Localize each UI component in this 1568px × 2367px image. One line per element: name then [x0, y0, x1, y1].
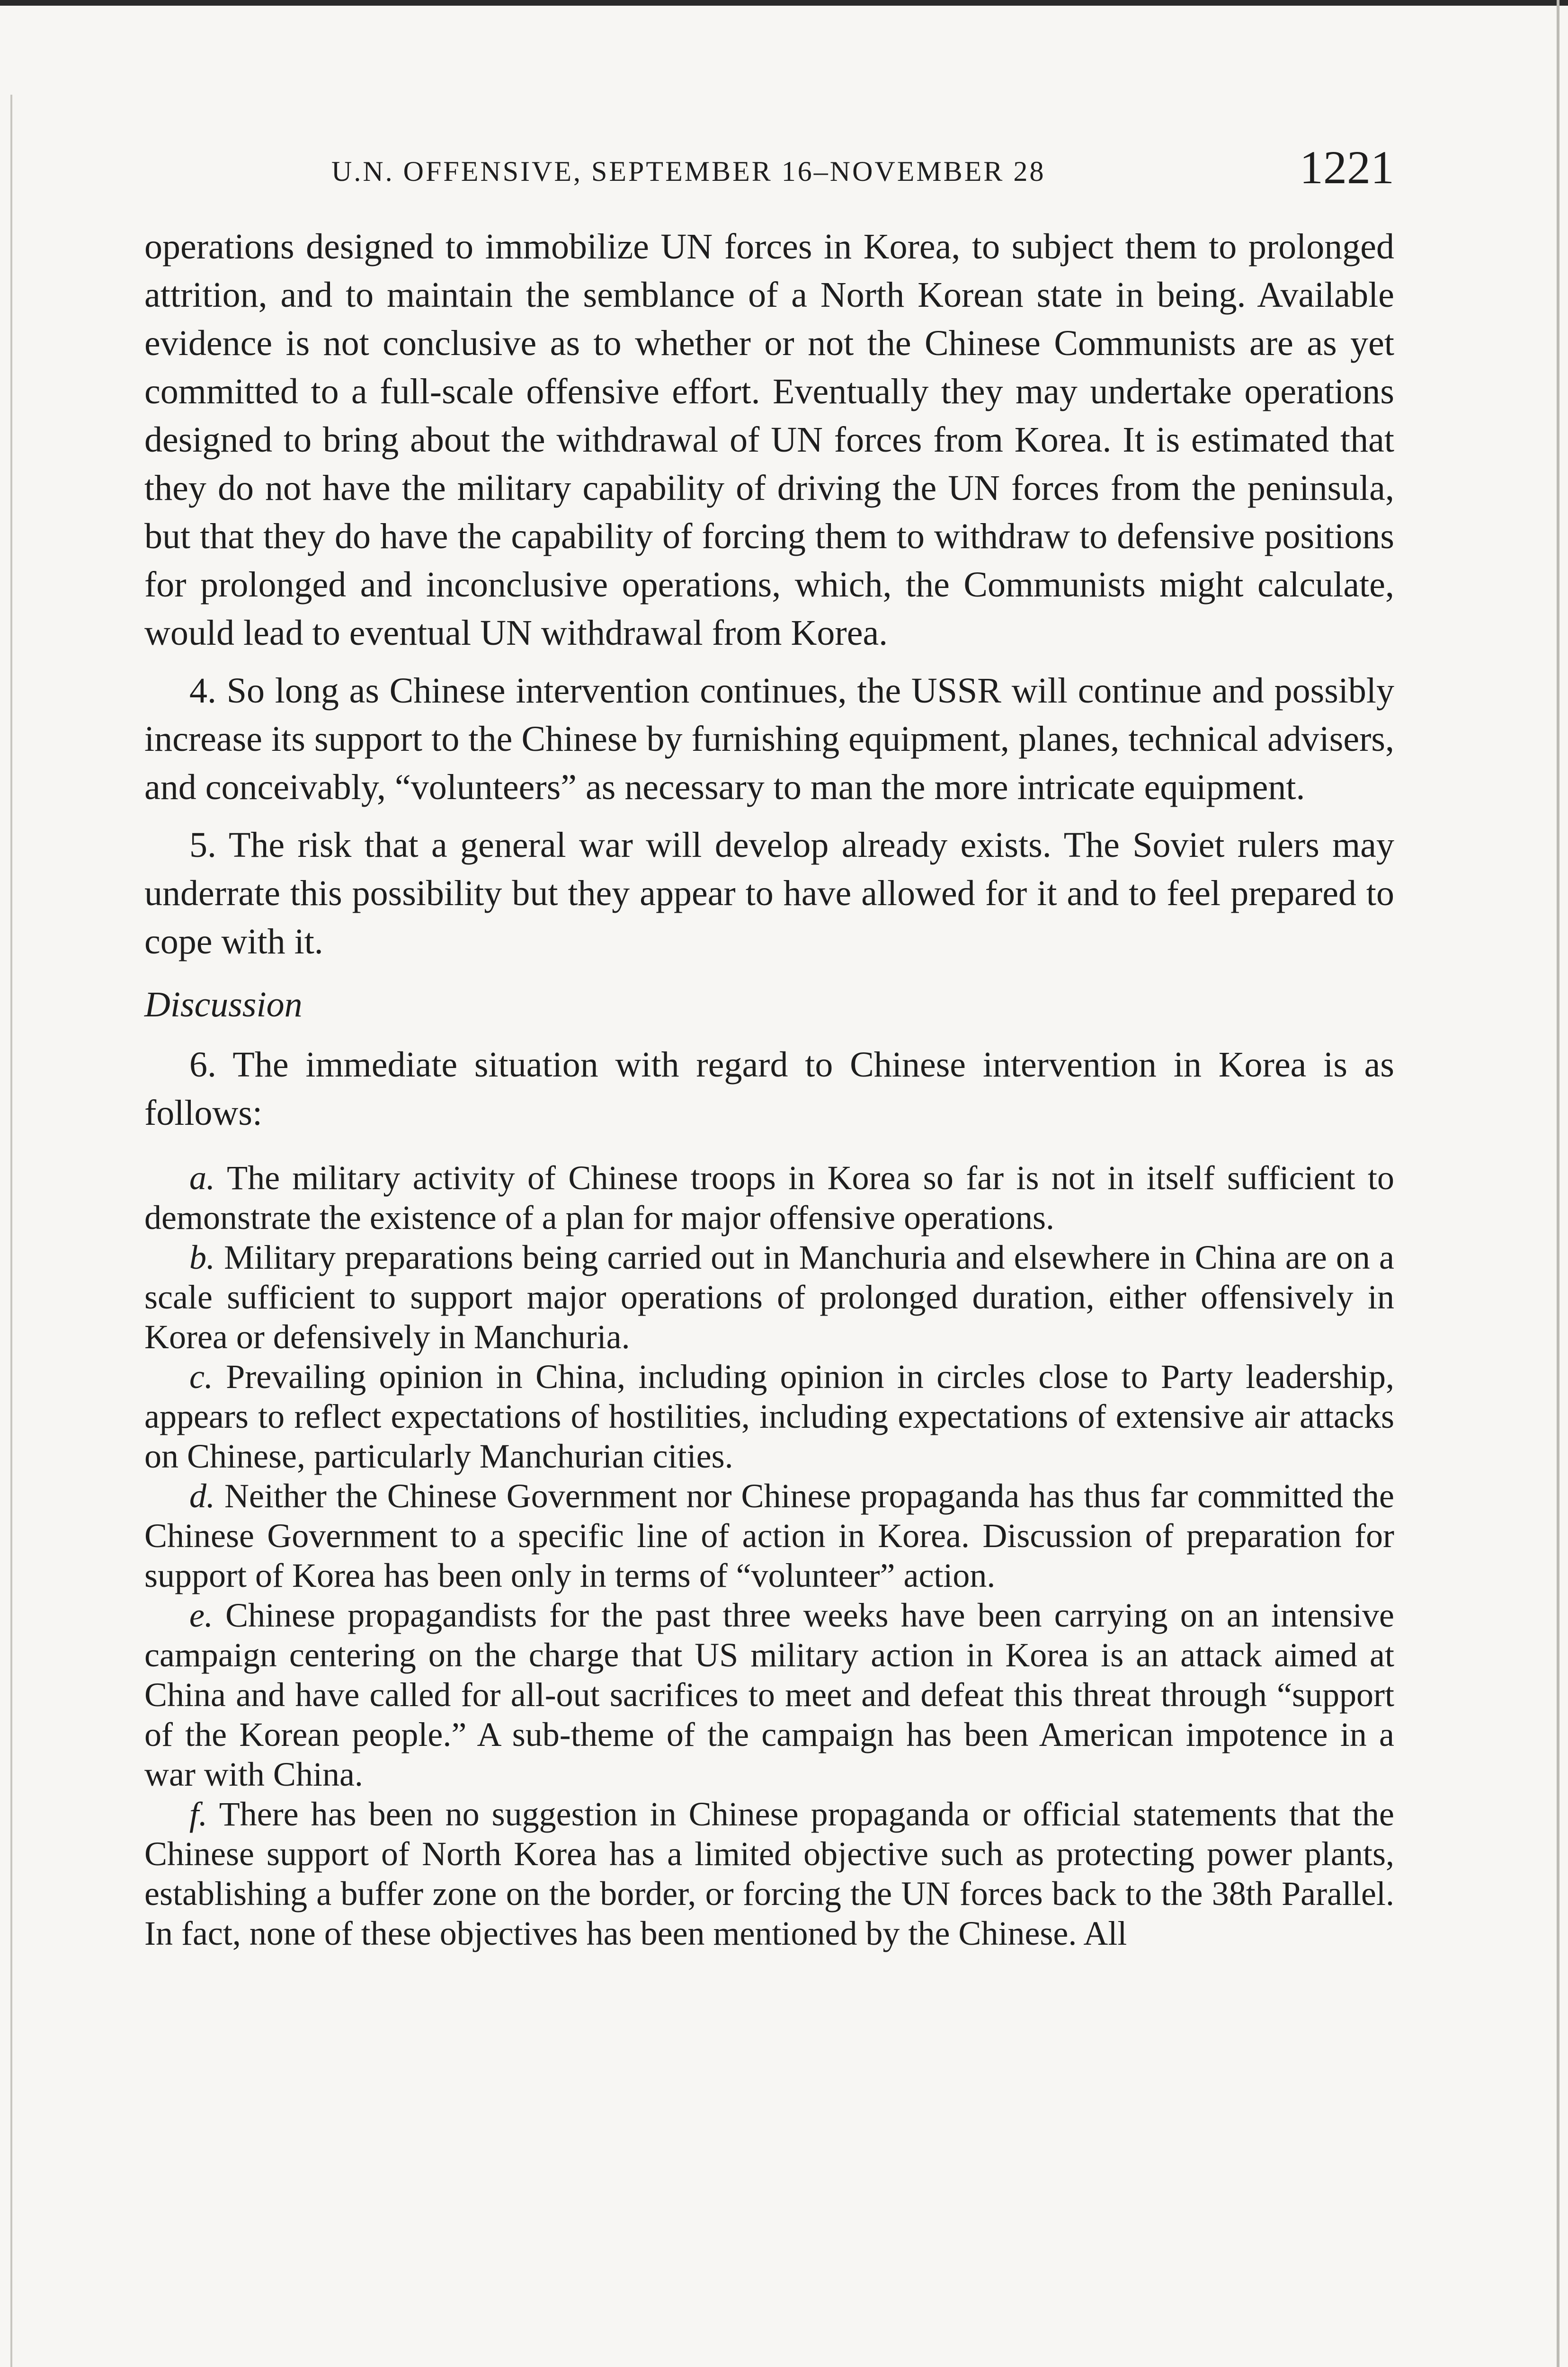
list-item-label: a.	[189, 1159, 215, 1197]
page-top-border	[0, 0, 1568, 6]
page-header	[144, 137, 1394, 194]
list-item-c	[144, 1357, 1394, 1476]
page-right-edge	[1557, 0, 1559, 2367]
list-item-text: The military activity of Chinese troops in Korea so far is not in itself sufficient to demonstrate the existence of a plan for major offensive operations.	[144, 1159, 1394, 1237]
list-item-text: Prevailing opinion in China, including opinion in circles close to Party leadership, appears to reflect expectations of hostilities, including expectations of extensive air attacks on Chinese, particularly Manchurian cities.	[144, 1358, 1395, 1475]
list-item-label: d.	[189, 1477, 215, 1515]
list-item-text: Neither the Chinese Government nor Chinese propaganda has thus far committed the Chinese Government to a specific line of action in Korea. Discussion of preparation for support of Korea has been only in terms of “volunteer” action.	[144, 1477, 1394, 1594]
page-left-edge	[10, 95, 12, 2367]
running-head: U.N. OFFENSIVE, SEPTEMBER 16–NOVEMBER 28	[331, 156, 1046, 187]
list-item-e	[144, 1595, 1394, 1794]
list-item-text: There has been no suggestion in Chinese propaganda or official statements that the Chinese support of North Korea has a limited objective such as protecting power plants, establishing a buffer zone on the border, or forcing the UN forces back to the 38th Parallel. In fact, none of these objectives has been mentioned by the Chinese. All	[144, 1795, 1395, 1952]
list-item-d	[144, 1476, 1394, 1595]
section-heading-discussion: Discussion	[144, 985, 303, 1024]
body-text	[144, 222, 1394, 1953]
list-item-text: Chinese propagandists for the past three weeks have been carrying on an intensive campaign centering on the charge that US military action in Korea is an attack aimed at China and have called for all-out sacrifices to meet and defeat this threat through “support of the Korean people.” A sub-theme of the campaign has been American impotence in a war with China.	[144, 1596, 1395, 1793]
list-item-label: e.	[189, 1596, 213, 1634]
list-item-label: f.	[189, 1795, 208, 1833]
list-item-label: c.	[189, 1358, 213, 1396]
list-item-f	[144, 1794, 1394, 1953]
page-number: 1221	[1300, 141, 1394, 194]
list-item-a	[144, 1158, 1394, 1237]
list-item-label: b.	[189, 1238, 215, 1276]
list-item-b	[144, 1237, 1394, 1357]
list-item-text: Military preparations being carried out in Manchuria and elsewhere in China are on a scale sufficient to support major operations of prolonged duration, either offensively in Korea or defensively in Manchuria.	[144, 1238, 1395, 1356]
paragraph-6: 6. The immediate situation with regard to Chinese intervention in Korea is as follows:	[144, 1045, 1394, 1133]
paragraph-5: 5. The risk that a general war will develop already exists. The Soviet rulers may underrate this possibility but they appear to have allowed for it and to feel prepared to cope with it.	[144, 825, 1394, 961]
paragraph-continuation: operations designed to immobilize UN forces in Korea, to subject them to prolonged attrition, and to maintain the semblance of a North Korean state in being. Available evidence is not conclusive as to whether or not the Chinese Communists are as yet committed to a full-scale offensive effort. Eventually they may undertake operations designed to bring about the withdrawal of UN forces from Korea. It is estimated that they do not have the military capability of driving the UN forces from the peninsula, but that they do have the capability of forcing them to withdraw to defensive positions for prolonged and inconclusive operations, which, the Communists might calculate, would lead to eventual UN withdrawal from Korea.	[144, 227, 1394, 653]
paragraph-4: 4. So long as Chinese intervention continues, the USSR will continue and possibly increase its support to the Chinese by furnishing equipment, planes, technical advisers, and conceivably, “volunteers” as necessary to man the more intricate equipment.	[144, 671, 1394, 807]
